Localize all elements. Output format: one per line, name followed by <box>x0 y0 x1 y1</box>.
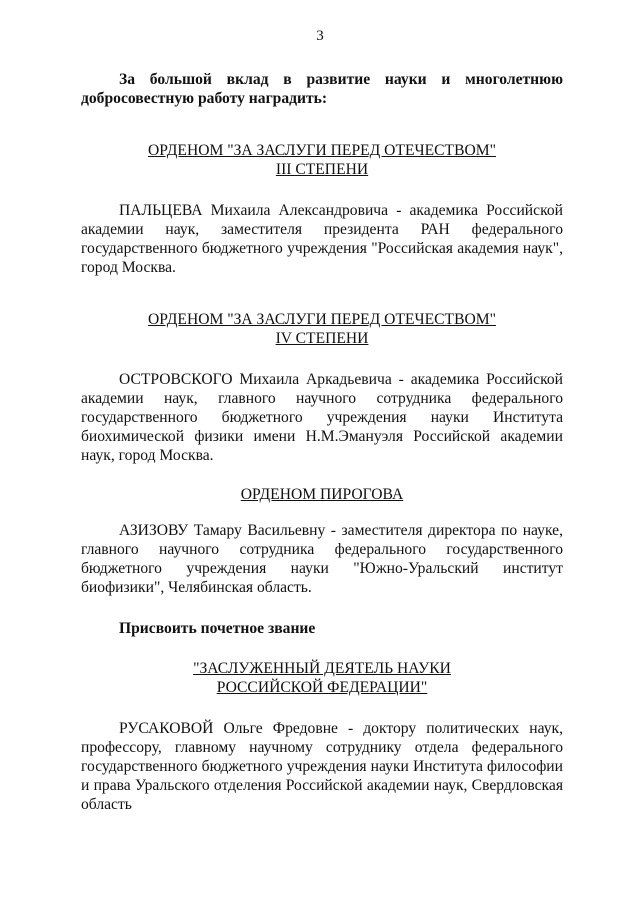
award-heading-order-pirogov <box>81 485 563 504</box>
heading-line: "ЗАСЛУЖЕННЫЙ ДЕЯТЕЛЬ НАУКИ <box>193 660 451 677</box>
heading-line: IV СТЕПЕНИ <box>275 330 369 347</box>
award-text-paltsev: ПАЛЬЦЕВА Михаила Александровича - академика Российской академии наук, заместителя президента РАН федерального государственного бюджетного учреждения "Российская академия наук", город Москва. <box>81 202 563 276</box>
document-body <box>81 70 563 814</box>
heading-line: ОРДЕНОМ ПИРОГОВА <box>240 486 404 503</box>
heading-line: РОССИЙСКОЙ ФЕДЕРАЦИИ" <box>216 679 428 696</box>
intro-paragraph: За большой вклад в развитие науки и многолетнюю добросовестную работу наградить: <box>81 71 563 107</box>
award-text-ostrovsky: ОСТРОВСКОГО Михаила Аркадьевича - академика Российской академии наук, главного научного сотрудника федерального государственного бюджетного учреждения науки Института биохимической физики имени Н.М.Эмануэля Российской академии наук, город Москва. <box>81 371 563 464</box>
award-text-azizova: АЗИЗОВУ Тамару Васильевну - заместителя директора по науке, главного научного сотрудника федерального государственного бюджетного учреждения науки "Южно-Уральский институт биофизики", Челябинская область. <box>81 522 563 596</box>
title-text-rusakova: РУСАКОВОЙ Ольге Фредовне - доктору политических наук, профессору, главному научному сотруднику отдела федерального государственного бюджетного учреждения науки Института философии и права Уральского отделения Российской академии наук, Свердловская область <box>81 720 563 813</box>
heading-line: ОРДЕНОМ "ЗА ЗАСЛУГИ ПЕРЕД ОТЕЧЕСТВОМ" <box>148 142 496 159</box>
title-heading-honored-scientist <box>81 659 563 697</box>
award-heading-order-merit-4 <box>81 310 563 348</box>
heading-line: ОРДЕНОМ "ЗА ЗАСЛУГИ ПЕРЕД ОТЕЧЕСТВОМ" <box>148 311 496 328</box>
heading-line: III СТЕПЕНИ <box>275 161 369 178</box>
award-heading-order-merit-3 <box>81 141 563 179</box>
title-intro: Присвоить почетное звание <box>119 620 316 637</box>
page-number: 3 <box>316 28 324 44</box>
